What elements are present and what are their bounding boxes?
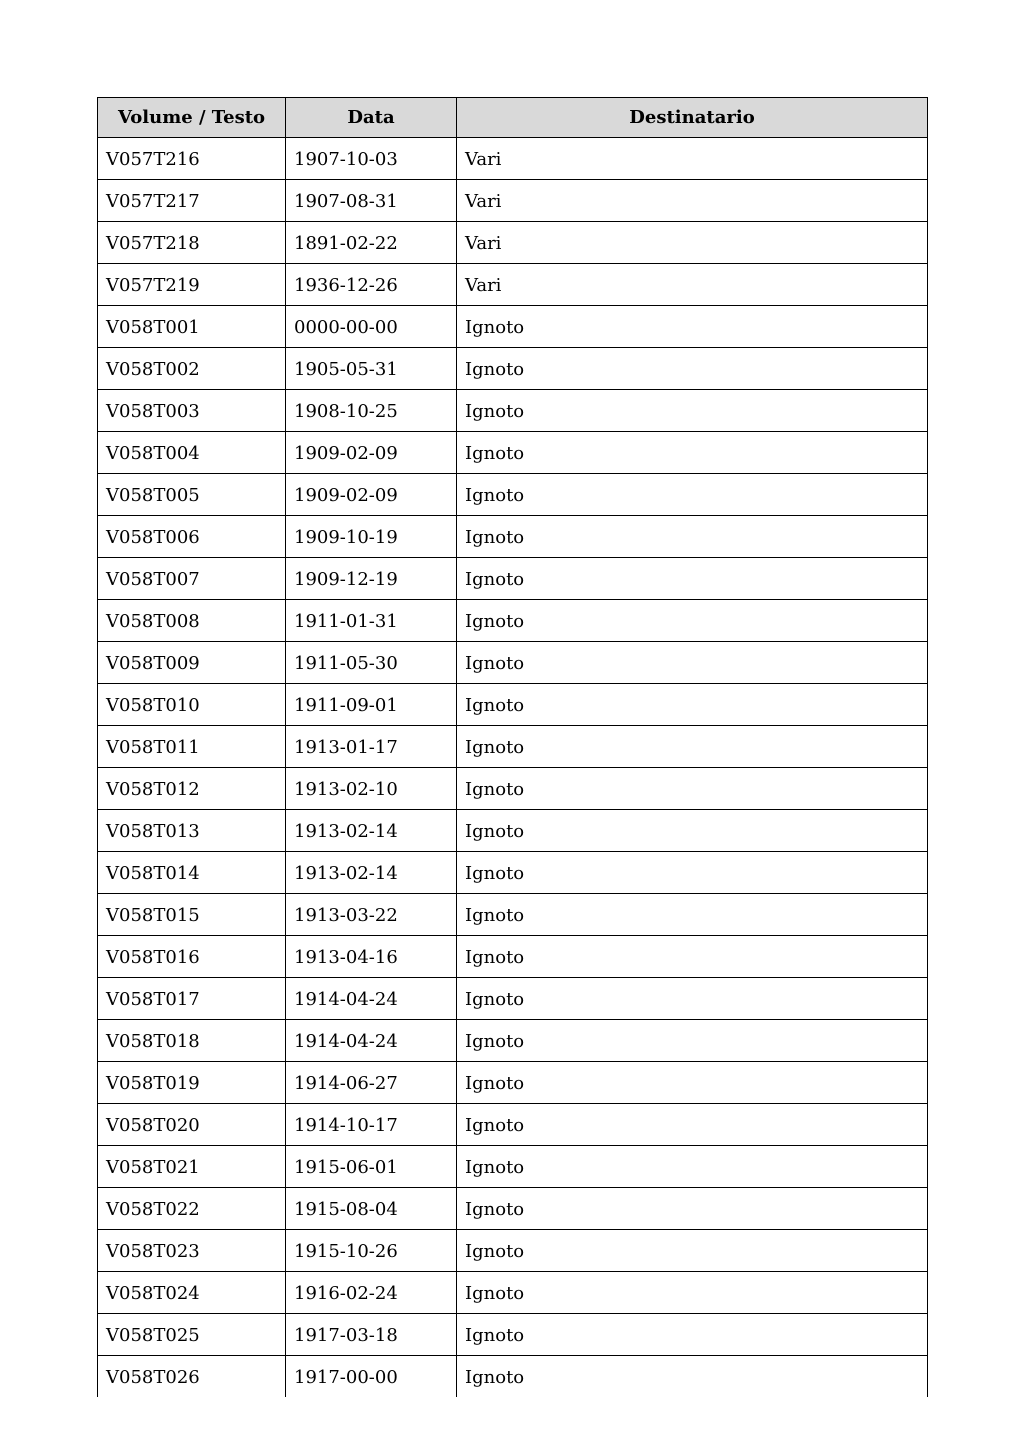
cell-volume-testo: V058T023 bbox=[98, 1230, 286, 1272]
records-table bbox=[97, 97, 928, 1397]
cell-volume-testo: V058T001 bbox=[98, 306, 286, 348]
cell-data: 1907-10-03 bbox=[286, 138, 457, 180]
cell-data: 1909-12-19 bbox=[286, 558, 457, 600]
cell-volume-testo: V058T021 bbox=[98, 1146, 286, 1188]
cell-volume-testo: V058T025 bbox=[98, 1314, 286, 1356]
cell-destinatario: Ignoto bbox=[457, 768, 928, 810]
cell-destinatario: Ignoto bbox=[457, 684, 928, 726]
table-row bbox=[98, 1104, 928, 1146]
cell-volume-testo: V058T016 bbox=[98, 936, 286, 978]
table-row bbox=[98, 894, 928, 936]
table-row bbox=[98, 138, 928, 180]
cell-destinatario: Ignoto bbox=[457, 600, 928, 642]
cell-destinatario: Ignoto bbox=[457, 936, 928, 978]
cell-data: 1915-10-26 bbox=[286, 1230, 457, 1272]
cell-destinatario: Ignoto bbox=[457, 558, 928, 600]
cell-destinatario: Ignoto bbox=[457, 1146, 928, 1188]
table-row bbox=[98, 810, 928, 852]
cell-destinatario: Ignoto bbox=[457, 1104, 928, 1146]
cell-volume-testo: V058T010 bbox=[98, 684, 286, 726]
cell-data: 1891-02-22 bbox=[286, 222, 457, 264]
cell-destinatario: Ignoto bbox=[457, 1188, 928, 1230]
table-row bbox=[98, 1230, 928, 1272]
cell-volume-testo: V057T219 bbox=[98, 264, 286, 306]
cell-data: 1936-12-26 bbox=[286, 264, 457, 306]
cell-data: 1907-08-31 bbox=[286, 180, 457, 222]
cell-data: 1915-08-04 bbox=[286, 1188, 457, 1230]
cell-data: 0000-00-00 bbox=[286, 306, 457, 348]
cell-data: 1913-02-14 bbox=[286, 810, 457, 852]
table-row bbox=[98, 726, 928, 768]
table-row bbox=[98, 306, 928, 348]
cell-destinatario: Vari bbox=[457, 180, 928, 222]
cell-data: 1914-10-17 bbox=[286, 1104, 457, 1146]
table-row bbox=[98, 222, 928, 264]
cell-destinatario: Ignoto bbox=[457, 1230, 928, 1272]
cell-destinatario: Ignoto bbox=[457, 1272, 928, 1314]
cell-volume-testo: V058T013 bbox=[98, 810, 286, 852]
cell-destinatario: Vari bbox=[457, 138, 928, 180]
cell-destinatario: Vari bbox=[457, 264, 928, 306]
table-row bbox=[98, 348, 928, 390]
cell-data: 1909-02-09 bbox=[286, 432, 457, 474]
table-row bbox=[98, 516, 928, 558]
cell-data: 1917-03-18 bbox=[286, 1314, 457, 1356]
column-header-data: Data bbox=[286, 98, 457, 138]
table-row bbox=[98, 1356, 928, 1398]
cell-volume-testo: V058T004 bbox=[98, 432, 286, 474]
cell-data: 1916-02-24 bbox=[286, 1272, 457, 1314]
cell-destinatario: Ignoto bbox=[457, 474, 928, 516]
cell-destinatario: Ignoto bbox=[457, 1020, 928, 1062]
cell-data: 1905-05-31 bbox=[286, 348, 457, 390]
cell-volume-testo: V058T006 bbox=[98, 516, 286, 558]
cell-destinatario: Ignoto bbox=[457, 432, 928, 474]
cell-destinatario: Ignoto bbox=[457, 1062, 928, 1104]
cell-destinatario: Ignoto bbox=[457, 894, 928, 936]
table-row bbox=[98, 432, 928, 474]
cell-volume-testo: V058T002 bbox=[98, 348, 286, 390]
cell-volume-testo: V058T009 bbox=[98, 642, 286, 684]
cell-volume-testo: V058T005 bbox=[98, 474, 286, 516]
cell-data: 1908-10-25 bbox=[286, 390, 457, 432]
cell-volume-testo: V058T024 bbox=[98, 1272, 286, 1314]
cell-data: 1911-09-01 bbox=[286, 684, 457, 726]
cell-destinatario: Ignoto bbox=[457, 390, 928, 432]
cell-destinatario: Ignoto bbox=[457, 810, 928, 852]
cell-volume-testo: V058T026 bbox=[98, 1356, 286, 1398]
table-row bbox=[98, 852, 928, 894]
table-row bbox=[98, 1188, 928, 1230]
cell-data: 1914-04-24 bbox=[286, 1020, 457, 1062]
cell-data: 1913-02-14 bbox=[286, 852, 457, 894]
cell-volume-testo: V058T017 bbox=[98, 978, 286, 1020]
table-body bbox=[98, 138, 928, 1398]
cell-destinatario: Ignoto bbox=[457, 348, 928, 390]
table-header bbox=[98, 98, 928, 138]
cell-volume-testo: V057T218 bbox=[98, 222, 286, 264]
cell-volume-testo: V058T015 bbox=[98, 894, 286, 936]
table-row bbox=[98, 474, 928, 516]
header-row bbox=[98, 98, 928, 138]
table-row bbox=[98, 558, 928, 600]
cell-data: 1913-04-16 bbox=[286, 936, 457, 978]
cell-data: 1909-02-09 bbox=[286, 474, 457, 516]
table-row bbox=[98, 1146, 928, 1188]
cell-destinatario: Ignoto bbox=[457, 726, 928, 768]
cell-destinatario: Ignoto bbox=[457, 978, 928, 1020]
cell-volume-testo: V057T216 bbox=[98, 138, 286, 180]
cell-data: 1914-06-27 bbox=[286, 1062, 457, 1104]
cell-volume-testo: V058T011 bbox=[98, 726, 286, 768]
cell-destinatario: Ignoto bbox=[457, 1314, 928, 1356]
table-row bbox=[98, 390, 928, 432]
cell-data: 1913-03-22 bbox=[286, 894, 457, 936]
table-row bbox=[98, 684, 928, 726]
table-row bbox=[98, 1020, 928, 1062]
table-row bbox=[98, 978, 928, 1020]
cell-volume-testo: V058T003 bbox=[98, 390, 286, 432]
table-row bbox=[98, 600, 928, 642]
cell-volume-testo: V058T014 bbox=[98, 852, 286, 894]
table-row bbox=[98, 936, 928, 978]
column-header-volume-testo: Volume / Testo bbox=[98, 98, 286, 138]
cell-data: 1913-02-10 bbox=[286, 768, 457, 810]
table-row bbox=[98, 1062, 928, 1104]
table-row bbox=[98, 180, 928, 222]
cell-volume-testo: V058T019 bbox=[98, 1062, 286, 1104]
cell-volume-testo: V058T022 bbox=[98, 1188, 286, 1230]
cell-destinatario: Ignoto bbox=[457, 516, 928, 558]
cell-destinatario: Ignoto bbox=[457, 852, 928, 894]
cell-destinatario: Ignoto bbox=[457, 306, 928, 348]
cell-destinatario: Vari bbox=[457, 222, 928, 264]
cell-data: 1911-05-30 bbox=[286, 642, 457, 684]
cell-data: 1914-04-24 bbox=[286, 978, 457, 1020]
cell-data: 1913-01-17 bbox=[286, 726, 457, 768]
cell-volume-testo: V058T018 bbox=[98, 1020, 286, 1062]
cell-volume-testo: V058T012 bbox=[98, 768, 286, 810]
cell-volume-testo: V058T008 bbox=[98, 600, 286, 642]
table-row bbox=[98, 1314, 928, 1356]
cell-destinatario: Ignoto bbox=[457, 642, 928, 684]
cell-volume-testo: V058T020 bbox=[98, 1104, 286, 1146]
cell-data: 1915-06-01 bbox=[286, 1146, 457, 1188]
cell-data: 1911-01-31 bbox=[286, 600, 457, 642]
cell-data: 1917-00-00 bbox=[286, 1356, 457, 1398]
cell-destinatario: Ignoto bbox=[457, 1356, 928, 1398]
column-header-destinatario: Destinatario bbox=[457, 98, 928, 138]
cell-volume-testo: V058T007 bbox=[98, 558, 286, 600]
cell-volume-testo: V057T217 bbox=[98, 180, 286, 222]
table-row bbox=[98, 768, 928, 810]
table-row bbox=[98, 642, 928, 684]
cell-data: 1909-10-19 bbox=[286, 516, 457, 558]
table-row bbox=[98, 1272, 928, 1314]
table-row bbox=[98, 264, 928, 306]
